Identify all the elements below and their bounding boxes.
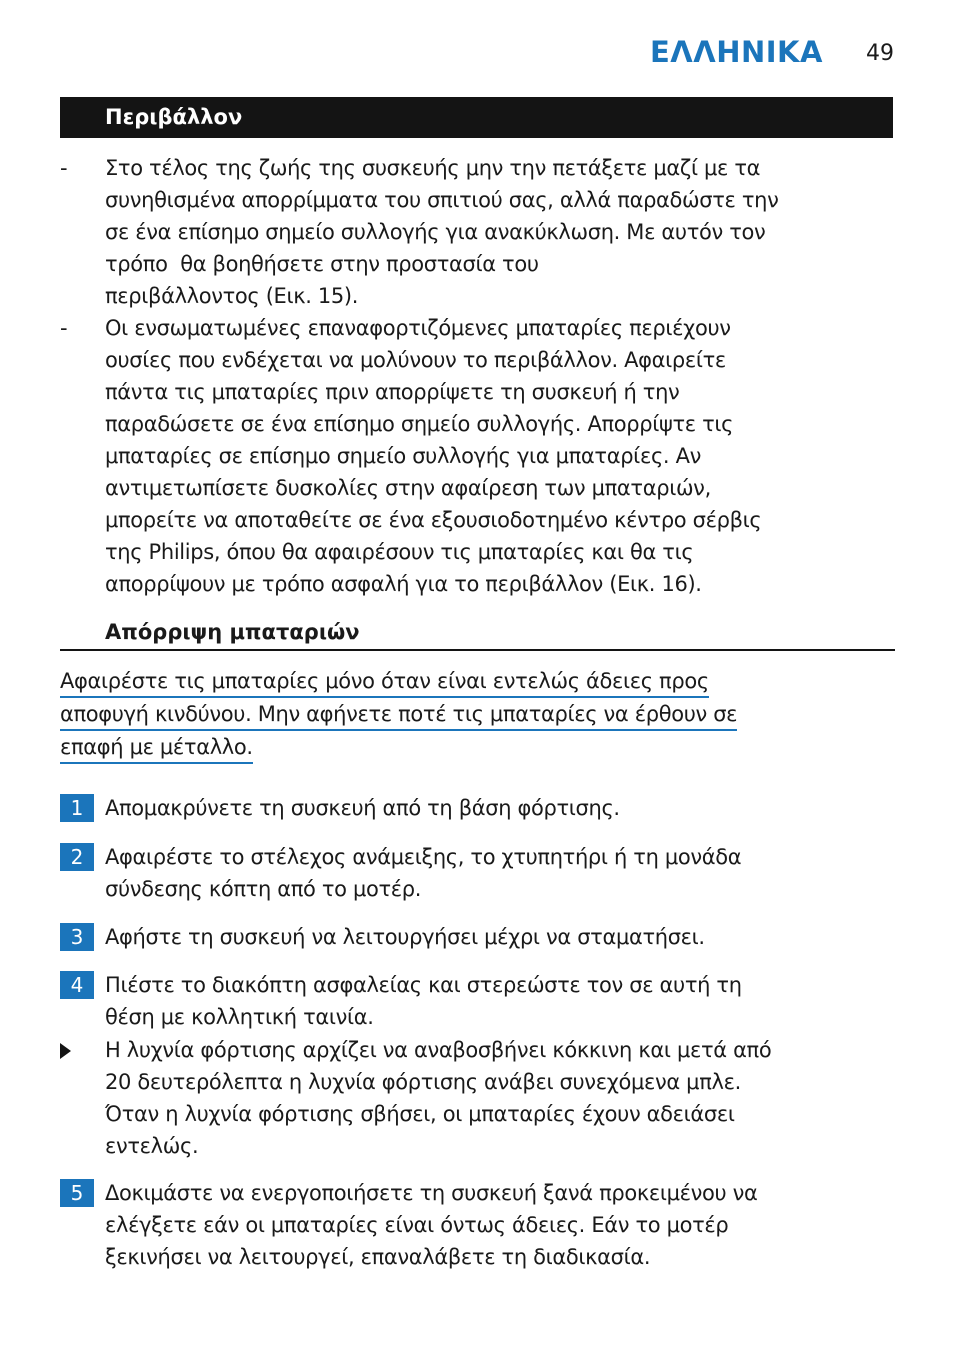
step-number-badge: 4 [60, 971, 94, 999]
step-1 [60, 792, 900, 824]
subheading-battery-disposal: Απόρριψη μπαταριών [105, 620, 360, 644]
language-label: ΕΛΛΗΝΙΚΑ [650, 35, 823, 69]
step-number-badge: 2 [60, 843, 94, 871]
step-5 [60, 1177, 900, 1273]
bullet-line: μπαταρίες σε επίσημο σημείο συλλογής για μπαταρίες. Αν [105, 444, 701, 468]
warning-line: αποφυγή κινδύνου. Μην αφήνετε ποτέ τις μπαταρίες να έρθουν σε [60, 699, 737, 731]
step-number-badge: 3 [60, 923, 94, 951]
bullet-line: τρόπο θα βοηθήσετε στην προστασία του [105, 252, 539, 276]
bullet-line: συνηθισμένα απορρίμματα του σπιτιού σας, αλλά παραδώστε την [105, 188, 779, 212]
result-line: Όταν η λυχνία φόρτισης σβήσει, οι μπαταρίες έχουν αδειάσει [105, 1102, 735, 1126]
bullet-line: περιβάλλοντος (Εικ. 15). [105, 284, 359, 308]
bullet-line: αντιμετωπίσετε δυσκολίες στην αφαίρεση των μπαταριών, [105, 476, 711, 500]
bullet-line: ουσίες που ενδέχεται να μολύνουν το περιβάλλον. Αφαιρείτε [105, 348, 726, 372]
step-result [60, 1034, 900, 1162]
step-line: Αφαιρέστε το στέλεχος ανάμειξης, το χτυπητήρι ή τη μονάδα [105, 845, 742, 869]
section-title: Περιβάλλον [105, 105, 243, 129]
step-text [105, 841, 900, 905]
warning-line: Αφαιρέστε τις μπαταρίες μόνο όταν είναι εντελώς άδειες προς [60, 666, 709, 698]
result-text [105, 1034, 900, 1162]
step-text [105, 969, 900, 1033]
bullet-line: απορρίψουν με τρόπο ασφαλή για το περιβάλλον (Εικ. 16). [105, 572, 702, 596]
environment-bullets [60, 152, 900, 600]
bullet-line: Στο τέλος της ζωής της συσκευής μην την πετάξετε μαζί με τα [105, 156, 761, 180]
step-line: σύνδεσης κόπτη από το μοτέρ. [105, 877, 422, 901]
page-number: 49 [866, 41, 894, 66]
step-3 [60, 921, 900, 953]
subheading-rule [60, 649, 895, 651]
step-line: Αφήστε τη συσκευή να λειτουργήσει μέχρι να σταματήσει. [105, 925, 705, 949]
bullet-dash: - [60, 316, 68, 340]
step-2 [60, 841, 900, 905]
step-line: Πιέστε το διακόπτη ασφαλείας και στερεώστε τον σε αυτή τη [105, 973, 742, 997]
step-text [105, 921, 900, 953]
result-line: 20 δευτερόλεπτα η λυχνία φόρτισης ανάβει συνεχόμενα μπλε. [105, 1070, 741, 1094]
bullet-line: παραδώσετε σε ένα επίσημο σημείο συλλογής. Απορρίψτε τις [105, 412, 734, 436]
result-line: εντελώς. [105, 1134, 199, 1158]
warning-line: επαφή με μέταλλο. [60, 732, 253, 764]
step-line: Δοκιμάστε να ενεργοποιήσετε τη συσκευή ξανά προκειμένου να [105, 1181, 758, 1205]
step-number-badge: 1 [60, 794, 94, 822]
step-4 [60, 969, 900, 1033]
bullet-line: της Philips, όπου θα αφαιρέσουν τις μπαταρίες και θα τις [105, 540, 694, 564]
step-line: θέση με κολλητική ταινία. [105, 1005, 374, 1029]
step-line: ξεκινήσει να λειτουργεί, επαναλάβετε τη διαδικασία. [105, 1245, 651, 1269]
bullet-item [60, 152, 900, 312]
step-text [105, 1177, 900, 1273]
step-line: Απομακρύνετε τη συσκευή από τη βάση φόρτισης. [105, 796, 620, 820]
result-line: Η λυχνία φόρτισης αρχίζει να αναβοσβήνει κόκκινη και μετά από [105, 1038, 772, 1062]
warning-block [60, 665, 895, 764]
result-arrow-icon [60, 1043, 71, 1059]
bullet-line: πάντα τις μπαταρίες πριν απορρίψετε τη συσκευή ή την [105, 380, 680, 404]
bullet-line: Οι ενσωματωμένες επαναφορτιζόμενες μπαταρίες περιέχουν [105, 316, 731, 340]
bullet-item [60, 312, 900, 600]
bullet-dash: - [60, 156, 68, 180]
step-line: ελέγξετε εάν οι μπαταρίες είναι όντως άδειες. Εάν το μοτέρ [105, 1213, 729, 1237]
step-number-badge: 5 [60, 1179, 94, 1207]
bullet-line: μπορείτε να αποταθείτε σε ένα εξουσιοδοτημένο κέντρο σέρβις [105, 508, 762, 532]
section-bar-environment [60, 97, 893, 138]
bullet-line: σε ένα επίσημο σημείο συλλογής για ανακύκλωση. Με αυτόν τον [105, 220, 766, 244]
step-text [105, 792, 900, 824]
